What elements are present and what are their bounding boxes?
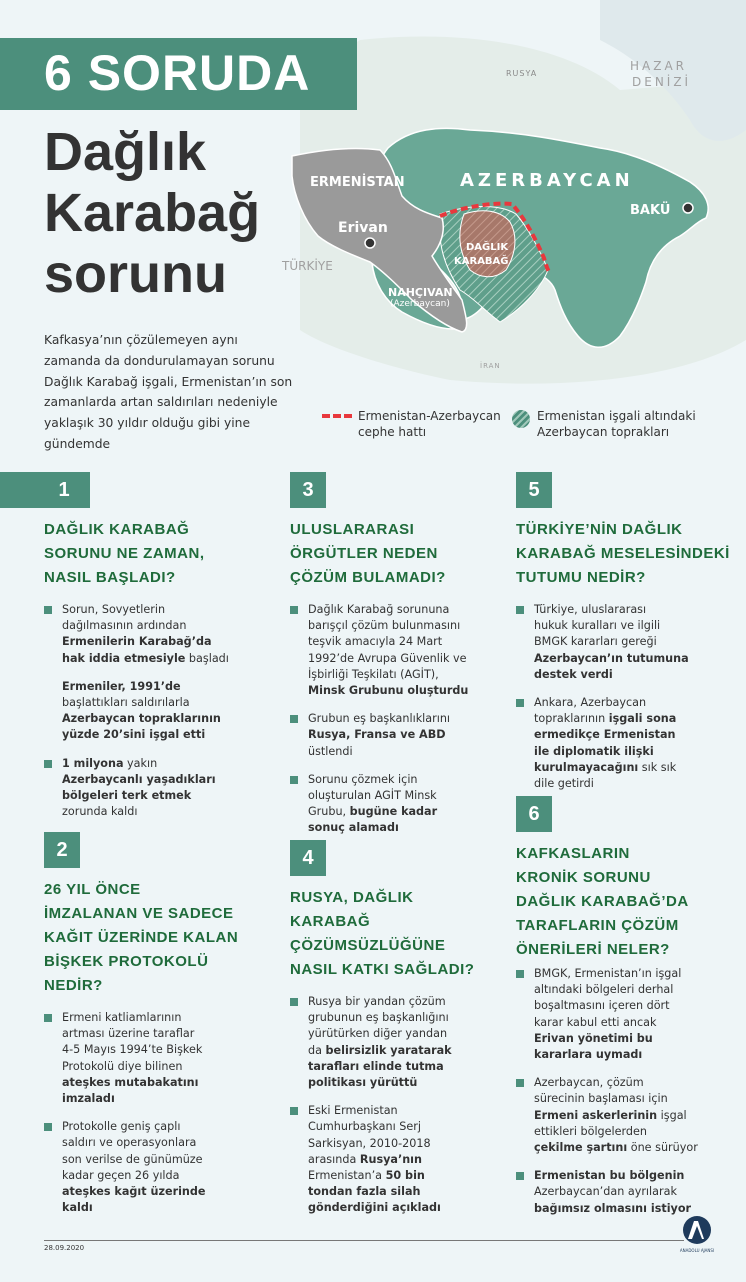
intro-text	[44, 330, 314, 455]
bullet-line: topraklarının işgali sona	[534, 712, 677, 726]
bullet-line: Ermenistan’a 50 bin	[308, 1169, 425, 1183]
bullet-line: Azerbaycan’dan ayrılarak	[534, 1185, 677, 1199]
bullet-item	[516, 1075, 726, 1156]
bullet-line: Protokolle geniş çaplı	[62, 1120, 181, 1134]
bullet-item	[44, 756, 254, 821]
section-number-box	[290, 472, 326, 508]
bullet-line: karar kabul etti ancak	[534, 1015, 657, 1029]
section-title-line: NEDİR?	[44, 977, 103, 994]
bold-text: çekilme şartını	[534, 1141, 628, 1155]
bold-text: tondan fazla silah	[308, 1185, 421, 1199]
bullet-item	[44, 1010, 254, 1107]
section-number: 4	[302, 847, 314, 869]
bullet-line	[308, 820, 490, 836]
bold-text: ateşkes kağıt üzerinde	[62, 1185, 206, 1199]
bold-text: belirsizlik yaratarak	[325, 1043, 452, 1057]
intro-line: yaklaşık 30 yıldır olduğu gibi yine	[44, 416, 251, 431]
bullet-line: arasında Rusya’nın	[308, 1152, 422, 1166]
bullet-line: teşvik amacıyla 24 Mart	[308, 635, 443, 649]
bullet-line: başlattıkları saldırılarla	[62, 696, 190, 710]
bullet-line: Dağlık Karabağ sorununa	[308, 603, 450, 616]
bullet-line	[534, 727, 726, 743]
erivan-city-dot	[365, 238, 375, 248]
bullet-line	[308, 1200, 490, 1216]
section-title	[516, 518, 730, 590]
bullet-item	[290, 711, 490, 760]
bold-text: Erivan yönetimi bu	[534, 1031, 653, 1045]
bullet-line: Grubu, bugüne kadar	[308, 805, 438, 819]
map-label-baku: BAKÜ	[630, 203, 671, 218]
section-title-line: İMZALANAN VE SADECE	[44, 905, 234, 922]
bullet-line	[62, 772, 254, 788]
section-title-line: ÇÖZÜM BULAMADI?	[290, 569, 446, 586]
map-label-rusya: RUSYA	[506, 69, 538, 78]
section-title-line: DAĞLIK KARABAĞ’DA	[516, 893, 689, 910]
section-number-box	[516, 472, 552, 508]
bullet-line: kadar geçen 26 yılda	[62, 1168, 180, 1182]
title-band-text: 6 SORUDA	[44, 45, 311, 101]
bold-text: gönderdiğini açıkladı	[308, 1201, 441, 1215]
bullet-line: saldırı ve operasyonlara	[62, 1136, 197, 1150]
bullet-line	[308, 727, 490, 743]
legend-line-text: Ermenistan işgali altındaki	[537, 409, 696, 423]
intro-line: gündemde	[44, 436, 111, 451]
bullet-line	[62, 634, 254, 650]
bullet-line: kurulmayacağını sık sık	[534, 760, 677, 774]
section-title	[44, 518, 205, 590]
bullet-line	[534, 1047, 726, 1063]
bullet-line	[534, 667, 726, 683]
bold-text: destek verdi	[534, 667, 613, 681]
bullet-line: hukuk kuralları ve ilgili	[534, 619, 661, 633]
bold-text: tarafları elinde tutma	[308, 1059, 444, 1073]
bullet-line	[62, 679, 254, 695]
main-title	[44, 122, 260, 305]
map-label-erivan: Erivan	[338, 220, 388, 236]
section-title-line: ÖNERİLERİ NELER?	[516, 941, 670, 958]
bullet-line: dile getirdi	[534, 777, 594, 791]
bullet-line: Azerbaycan, çözüm	[534, 1076, 644, 1090]
legend-line-text: cephe hattı	[358, 425, 427, 439]
logo-text: ANADOLU AJANSI	[679, 1248, 715, 1253]
bold-text: Rusya, Fransa ve ABD	[308, 728, 446, 742]
map-label-karabag: KARABAĞ	[454, 256, 509, 267]
bullet-line	[534, 744, 726, 760]
bold-text: politikası yürüttü	[308, 1076, 418, 1090]
bullet-line: Protokolü diye bilinen	[62, 1059, 183, 1073]
bullet-line: BMGK kararları gereği	[534, 635, 657, 649]
bullet-line	[534, 1031, 726, 1047]
bullet-line	[62, 1184, 254, 1200]
bullet-line	[62, 727, 254, 743]
baku-city-dot	[683, 203, 693, 213]
bullet-line: 1 milyona yakın	[62, 756, 158, 770]
bullet-line: üstlendi	[308, 744, 353, 758]
section-number-box	[44, 832, 80, 868]
bold-text: ermedikçe Ermenistan	[534, 728, 676, 742]
section-number: 6	[528, 803, 540, 825]
bold-text: 50 bin	[385, 1169, 425, 1183]
bullet-line	[308, 1059, 490, 1075]
bullet-line: zorunda kaldı	[62, 805, 138, 819]
bullet-item	[44, 679, 254, 744]
bold-text: bölgeleri terk etmek	[62, 789, 192, 803]
main-title-line: Dağlık	[44, 122, 207, 182]
bullet-item	[44, 1119, 254, 1216]
bold-text: Azerbaycan’ın tutumuna	[534, 651, 689, 665]
bullet-item	[290, 994, 490, 1091]
bullet-line: Ermeni askerlerinin işgal	[534, 1108, 687, 1122]
bullet-line: 1992’de Avrupa Güvenlik ve	[308, 651, 467, 665]
main-title-line: sorunu	[44, 244, 227, 304]
bullet-line: altındaki bölgeleri derhal	[534, 983, 674, 997]
bullet-line	[62, 711, 254, 727]
bullet-line: son verilse de günümüze	[62, 1152, 203, 1166]
bullet-line: çekilme şartını öne sürüyor	[534, 1141, 698, 1155]
footer-divider	[44, 1240, 684, 1241]
section-title-line: TARAFLARIN ÇÖZÜM	[516, 917, 679, 934]
section-title-line: NASIL BAŞLADI?	[44, 569, 176, 586]
bullet-line: artması üzerine taraflar	[62, 1027, 195, 1041]
bold-text: Minsk Grubunu oluşturdu	[308, 684, 469, 698]
section-number: 3	[302, 479, 314, 501]
section-title-line: 26 YIL ÖNCE	[44, 881, 141, 898]
bullet-line: yürütürken diğer yandan	[308, 1027, 448, 1041]
map-label-turkiye: TÜRKİYE	[282, 259, 333, 273]
section-number: 5	[528, 479, 540, 501]
section-bullets	[44, 1010, 254, 1228]
bold-text: Ermenilerin Karabağ’da	[62, 635, 212, 649]
bullet-line: hak iddia etmesiyle başladı	[62, 651, 229, 665]
section-title	[44, 878, 238, 998]
bold-text: Ermenistan bu bölgenin	[534, 1169, 685, 1183]
bullet-line	[534, 651, 726, 667]
bullet-line	[62, 1075, 254, 1091]
section-title-line: KAFKASLARIN	[516, 845, 630, 862]
bullet-line: Ankara, Azerbaycan	[534, 696, 647, 710]
bold-text: Ermeni askerlerinin	[534, 1108, 658, 1122]
section-bullets	[44, 602, 254, 832]
bullet-line: 4-5 Mayıs 1994’te Bişkek	[62, 1043, 203, 1057]
intro-line: Kafkasya’nın çözülemeyen aynı	[44, 333, 238, 347]
map-label-iran: İRAN	[480, 362, 501, 370]
bold-text: 1 milyona	[62, 756, 124, 770]
bullet-item	[290, 602, 490, 699]
bold-text: kurulmayacağını	[534, 760, 639, 774]
legend-line-text: Azerbaycan toprakları	[537, 425, 670, 439]
section-title-line: TUTUMU NEDİR?	[516, 569, 646, 586]
map-label-daglik: DAĞLIK	[466, 242, 509, 253]
bullet-line	[62, 788, 254, 804]
bullet-line: ettikleri bölgelerden	[534, 1124, 648, 1138]
bullet-line: BMGK, Ermenistan’ın işgal	[534, 967, 682, 980]
section-number-box	[516, 796, 552, 832]
bullet-line: da belirsizlik yaratarak	[308, 1043, 452, 1057]
bullet-line: Türkiye, uluslararası	[534, 603, 647, 616]
bullet-line	[534, 1168, 726, 1184]
bullet-line: sürecinin başlaması için	[534, 1092, 668, 1106]
section-title-line: DAĞLIK KARABAĞ	[44, 521, 190, 538]
map-label-nahcivan: NAHÇIVAN	[388, 286, 453, 299]
map-label-hazar: HAZAR	[630, 59, 687, 73]
section-number-box	[0, 472, 90, 508]
bold-text: kaldı	[62, 1201, 93, 1215]
bullet-line: Ermeni katliamlarının	[62, 1011, 182, 1024]
section-bullets	[516, 966, 726, 1229]
bullet-line: boşaltmasını içeren dört	[534, 999, 670, 1013]
intro-line: Dağlık Karabağ işgali, Ermenistan’ın son	[44, 374, 293, 389]
bullet-line: İşbirliği Teşkilatı (AGİT),	[308, 667, 439, 681]
section-title-line: RUSYA, DAĞLIK	[290, 889, 414, 906]
section-title-line: NASIL KATKI SAĞLADI?	[290, 961, 475, 978]
map-label-ermenistan: ERMENİSTAN	[310, 175, 405, 190]
section-number: 2	[56, 839, 68, 861]
legend-front-line-swatch	[322, 414, 352, 418]
bold-text: bağımsız olmasını istiyor	[534, 1201, 692, 1215]
bullet-line: Grubun eş başkanlıklarını	[308, 712, 451, 726]
bold-text: işgali sona	[608, 712, 677, 726]
bold-text: Azerbaycanlı yaşadıkları	[62, 772, 216, 786]
bold-text: ateşkes mutabakatını	[62, 1075, 199, 1089]
section-title-line: ÖRGÜTLER NEDEN	[290, 545, 438, 562]
section-bullets	[290, 602, 490, 849]
section-title-line: KRONİK SORUNU	[516, 869, 651, 886]
section-title-line: ÇÖZÜMSÜZLÜĞÜNE	[290, 937, 446, 954]
legend-occupied-swatch	[512, 410, 530, 428]
bullet-line: oluşturulan AGİT Minsk	[308, 789, 437, 803]
map-label-nahcivan-sub: (Azerbaycan)	[390, 299, 450, 309]
bullet-line: Rusya bir yandan çözüm	[308, 995, 446, 1008]
section-number-box	[290, 840, 326, 876]
section-number: 1	[58, 479, 70, 501]
intro-line: zamanda da dondurulamayan sorunu	[44, 353, 275, 368]
section-title-line: KARABAĞ	[290, 913, 371, 930]
bullet-line: Sorun, Sovyetlerin	[62, 603, 166, 616]
section-title-line: TÜRKİYE’NİN DAĞLIK	[516, 521, 683, 538]
bullet-line	[308, 1184, 490, 1200]
legend-line-text: Ermenistan-Azerbaycan	[358, 409, 501, 423]
bullet-line	[308, 683, 490, 699]
section-bullets	[290, 994, 490, 1229]
bold-text: Ermeniler, 1991’de	[62, 679, 181, 693]
bullet-item	[516, 966, 726, 1063]
map-label-azerbaycan: AZERBAYCAN	[460, 170, 634, 191]
bold-text: kararlara uymadı	[534, 1048, 643, 1062]
bullet-line	[308, 1075, 490, 1091]
bullet-item	[516, 695, 726, 792]
bold-text: yüzde 20’sini işgal etti	[62, 728, 206, 742]
bullet-line: Sarkisyan, 2010-2018	[308, 1136, 431, 1150]
bullet-line: Sorunu çözmek için	[308, 772, 418, 786]
footer-date: 28.09.2020	[44, 1244, 85, 1252]
bold-text: sonuç alamadı	[308, 821, 399, 835]
bold-text: ile diplomatik ilişki	[534, 744, 654, 758]
bullet-line	[62, 1200, 254, 1216]
section-title-line: KARABAĞ MESELESİNDEKİ	[516, 545, 730, 562]
section-title	[516, 842, 689, 962]
map-label-denizi: DENİZİ	[632, 75, 692, 89]
bullet-item	[516, 1168, 726, 1217]
bullet-line: Eski Ermenistan	[308, 1104, 398, 1118]
bullet-line: dağılmasının ardından	[62, 619, 187, 633]
bullet-line	[62, 1091, 254, 1107]
bullet-item	[290, 772, 490, 837]
bold-text: imzaladı	[62, 1092, 115, 1106]
intro-line: zamanlarda artan saldırıları nedeniyle	[44, 395, 278, 410]
section-title	[290, 518, 446, 590]
bullet-item	[516, 602, 726, 683]
main-title-line: Karabağ	[44, 183, 261, 243]
bullet-line: grubunun eş başkanlığını	[308, 1011, 449, 1025]
section-title-line: BİŞKEK PROTOKOLÜ	[44, 953, 209, 970]
bold-text: bugüne kadar	[349, 805, 438, 819]
section-title	[290, 886, 474, 982]
bold-text: hak iddia etmesiyle	[62, 651, 186, 665]
section-bullets	[516, 602, 726, 804]
legend-front-line-label	[358, 408, 501, 440]
section-title-line: KAĞIT ÜZERİNDE KALAN	[44, 929, 239, 946]
legend-occupied-label	[537, 408, 696, 440]
section-title-line: ULUSLARARASI	[290, 521, 415, 538]
bullet-line: barışçıl çözüm bulunmasını	[308, 619, 461, 633]
bullet-item	[44, 602, 254, 667]
bold-text: Rusya’nın	[359, 1152, 422, 1166]
bold-text: Azerbaycan topraklarının	[62, 712, 221, 726]
section-title-line: SORUNU NE ZAMAN,	[44, 545, 205, 562]
bullet-line: Cumhurbaşkanı Serj	[308, 1120, 421, 1134]
bullet-item	[290, 1103, 490, 1216]
anadolu-agency-logo-icon	[677, 1212, 717, 1262]
